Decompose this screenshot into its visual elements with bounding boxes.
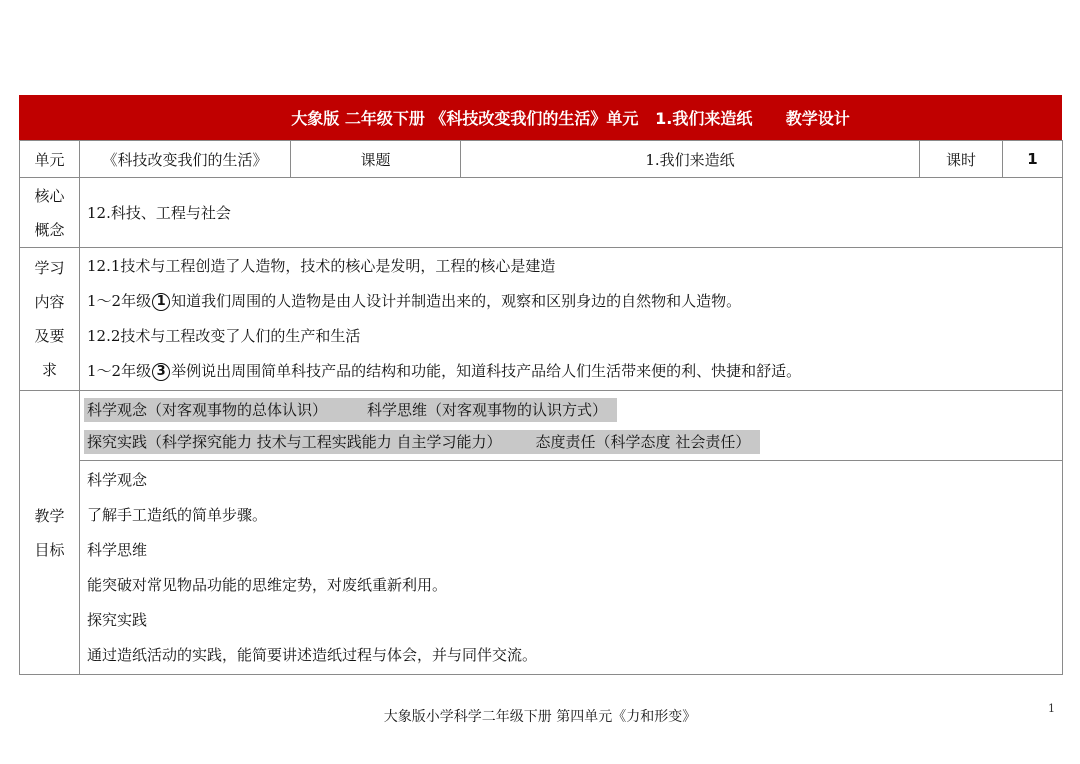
lesson-plan-table bbox=[19, 140, 1063, 675]
requirement-line: 12.2技术与工程改变了人们的生产和生活 bbox=[87, 327, 361, 345]
goal-heading: 科学思维 bbox=[87, 540, 148, 559]
requirements-row bbox=[20, 248, 1063, 391]
circled-number-1: 1 bbox=[152, 293, 170, 311]
goal-text: 能突破对常见物品功能的思维定势，对废纸重新利用。 bbox=[87, 575, 448, 594]
core-concept-row bbox=[20, 178, 1063, 248]
goals-label: 教学 目标 bbox=[20, 391, 80, 675]
page-footer: 大象版小学科学二年级下册 第四单元《力和形变》 bbox=[383, 709, 697, 725]
lesson-plan-document bbox=[19, 95, 1062, 675]
legend-highlight: 科学观念（对客观事物的总体认识） 科学思维（对客观事物的认识方式） bbox=[84, 398, 617, 422]
circled-number-3: 3 bbox=[152, 363, 170, 381]
goal-heading: 科学观念 bbox=[87, 470, 148, 489]
page-number: 1 bbox=[1048, 702, 1055, 715]
unit-label: 单元 bbox=[20, 141, 80, 178]
goals-legend-row bbox=[20, 391, 1063, 461]
unit-row bbox=[20, 141, 1063, 178]
goal-text: 了解手工造纸的简单步骤。 bbox=[87, 505, 268, 524]
legend-highlight: 探究实践（科学探究能力 技术与工程实践能力 自主学习能力） 态度责任（科学态度 社会责任） bbox=[84, 430, 760, 454]
core-concept-label: 核心 概念 bbox=[20, 178, 80, 248]
unit-value: 《科技改变我们的生活》 bbox=[80, 141, 291, 178]
goals-legend bbox=[80, 391, 1063, 461]
goals-content-row bbox=[20, 461, 1063, 675]
requirements-label: 学习 内容 及要 求 bbox=[20, 248, 80, 391]
core-concept-value: 12.科技、工程与社会 bbox=[80, 178, 1063, 248]
goal-text: 通过造纸活动的实践，能简要讲述造纸过程与体会，并与同伴交流。 bbox=[87, 645, 538, 664]
goals-content bbox=[80, 461, 1063, 675]
lesson-label: 课题 bbox=[291, 141, 461, 178]
requirement-line: 1～2年级 1 知道我们周围的人造物是由人设计并制造出来的，观察和区别身边的自然物和人造物。 bbox=[87, 292, 742, 310]
requirement-line: 1～2年级 3 举例说出周围简单科技产品的结构和功能，知道科技产品给人们生活带来便的利、快捷和舒适。 bbox=[87, 362, 802, 380]
requirement-line: 12.1技术与工程创造了人造物，技术的核心是发明，工程的核心是建造 bbox=[87, 257, 556, 275]
period-value: 1 bbox=[1003, 141, 1063, 178]
lesson-value: 1.我们来造纸 bbox=[461, 141, 920, 178]
period-label: 课时 bbox=[920, 141, 1003, 178]
requirements-content bbox=[80, 248, 1063, 391]
goal-heading: 探究实践 bbox=[87, 610, 148, 629]
title-banner: 大象版 二年级下册 《科技改变我们的生活》单元 1.我们来造纸 教学设计 bbox=[19, 95, 1062, 140]
